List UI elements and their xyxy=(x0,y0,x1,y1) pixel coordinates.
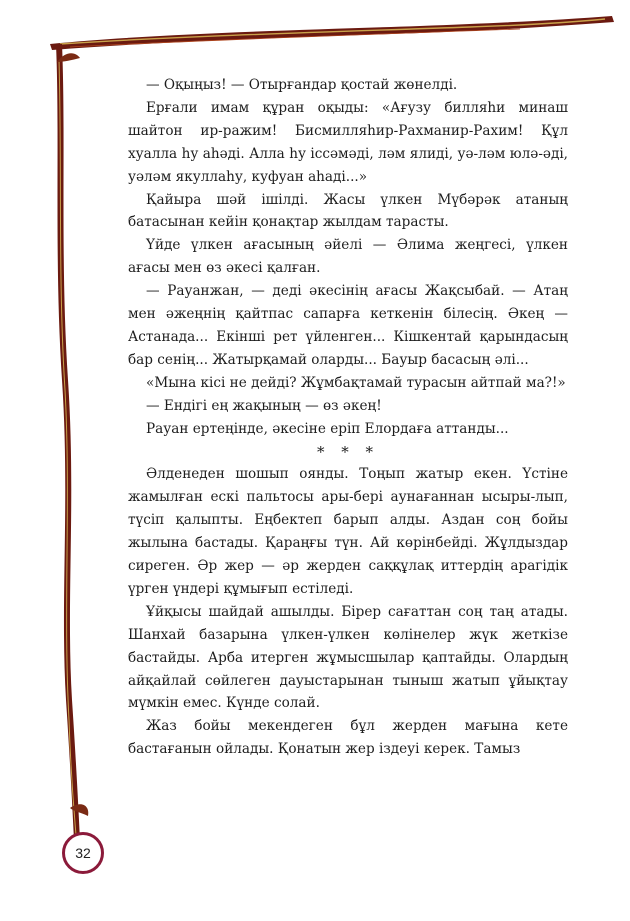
paragraph: Қайыра шәй ішілді. Жасы үлкен Мүбәрәк атаның батасынан кейін қонақтар жылдам тарасты. xyxy=(128,191,568,231)
paragraph: «Мына кісі не дейді? Жұмбақтамай турасын айтпай ма?!» xyxy=(146,374,566,391)
page-number xyxy=(62,832,104,874)
book-text xyxy=(128,74,568,761)
page-number-label: 32 xyxy=(75,845,91,861)
paragraph: Әлденеден шошып оянды. Тоңып жатыр екен. Үстіне жамылған ескі пальтосы ары-бері аунағаннан ысыры-лып, түсіп қалыпты. Еңбектеп барып алды. Аздан соң бойы жылына бастады. Қараңғы түн. Ай көрінбейді. Жұлдыздар сиреген. Әр жер — әр жерден саққұлақ иттердің арагідік үрген үндері құмығып естіледі. xyxy=(128,466,568,597)
paragraph: Үйде үлкен ағасының әйелі — Әлима жеңгесі, үлкен ағасы мен өз әкесі қалған. xyxy=(128,237,568,277)
section-separator: * * * xyxy=(316,442,380,461)
paragraph: Жаз бойы мекендеген бұл жерден мағына кете бастағанын ойлады. Қонатын жер іздеуі керек. Тамыз xyxy=(128,718,568,758)
paragraph: — Оқыңыз! — Отырғандар қостай жөнелді. xyxy=(146,77,458,93)
paragraph: Рауан ертеңінде, әкесіне еріп Елордаға аттанды... xyxy=(146,420,509,437)
paragraph: — Ендігі ең жақының — өз әкең! xyxy=(146,397,382,414)
paragraph: Ерғали имам құран оқыды: «Ағузу билляһи минаш шайтон ир-ражим! Бисмилляһир-Рахманир-Рахим! Құл хуалла һу аһәді. Алла һу іссәмәді, ләм ялиді, уә-ләм юлә-әді, уәләм якуллаһу, куфуан аһаді...» xyxy=(128,99,568,185)
paragraph: Ұйқысы шайдай ашылды. Бірер сағаттан соң таң атады. Шанхай базарына үлкен-үлкен көлiнелер жүк жеткізе бастайды. Арба итерген жұмысшылар қаптайды. Олардың айқайлай сөйлеген дауыстарынан тыныш жатып ұйықтау мүмкін емес. Күнде солай. xyxy=(128,603,568,712)
paragraph: — Рауанжан, — деді әкесінің ағасы Жақсыбай. — Атаң мен әжеңнің қайтпас сапарға кеткенін білесің. Әкең — Астанада... Екінші рет үйленген... Кішкентай қарындасың бар сенің... Жатырқамай оларды... Бауыр басасың әлі... xyxy=(128,283,568,368)
